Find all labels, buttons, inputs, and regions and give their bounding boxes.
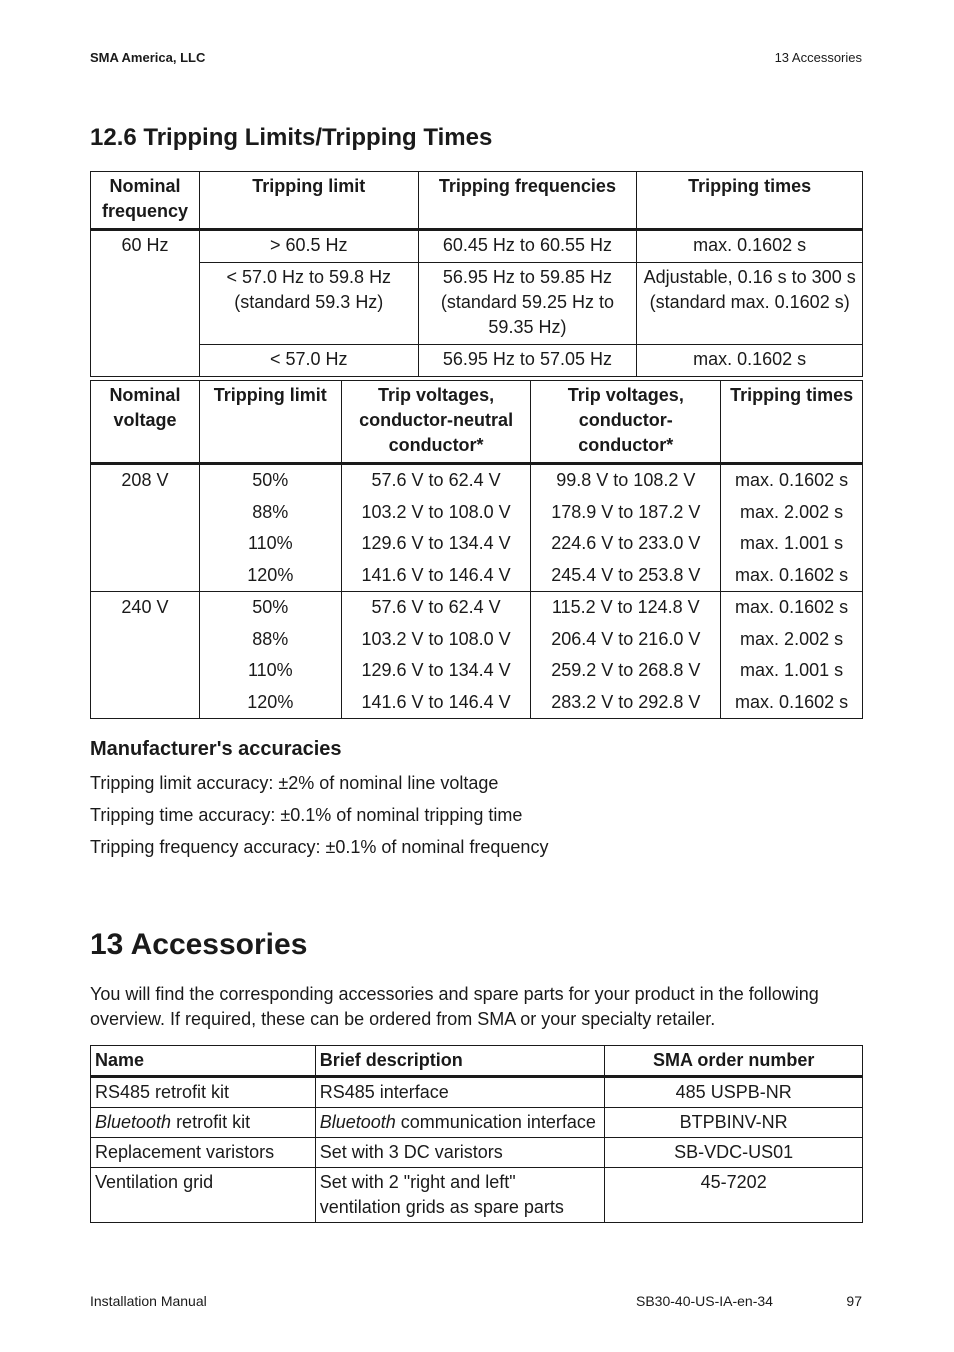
table-row	[91, 1168, 863, 1223]
tripping-time: max. 0.1602 s	[735, 564, 849, 585]
accessory-description: Set with 3 DC varistors	[315, 1138, 605, 1168]
table-cell: max. 0.1602 s	[637, 230, 863, 263]
accessory-name: RS485 retrofit kit	[91, 1077, 316, 1108]
nominal-voltage: 240 V	[121, 597, 169, 617]
col-header: SMA order number	[605, 1046, 863, 1077]
table-cell: < 57.0 Hz to 59.8 Hz (standard 59.3 Hz)	[199, 263, 418, 345]
footer-doc-id: SB30-40-US-IA-en-34	[636, 1293, 773, 1309]
table-cell: max. 0.1602 s	[637, 345, 863, 377]
accuracies-title: Manufacturer's accuracies	[90, 738, 342, 760]
trip-voltage-cn: 103.2 V to 108.0 V	[361, 628, 511, 649]
trip-voltage-cn: 141.6 V to 146.4 V	[361, 564, 511, 585]
table-row	[91, 1077, 863, 1108]
col-header: Tripping limit	[199, 381, 341, 464]
table-row	[91, 1138, 863, 1168]
tripping-time: max. 0.1602 s	[735, 597, 849, 617]
frequency-table-header	[91, 172, 863, 230]
chapter-intro: You will find the corresponding accessories and spare parts for your product in the following overview. If required, these can be ordered from SMA or your specialty retailer.	[90, 984, 819, 1029]
accessory-description-italic: Bluetooth	[319, 1112, 396, 1132]
col-header: Name	[91, 1046, 316, 1077]
col-header: Trip voltages, conductor-conductor*	[531, 381, 721, 464]
table-cell: > 60.5 Hz	[199, 230, 418, 263]
trip-voltage-cn: 141.6 V to 146.4 V	[361, 691, 511, 712]
nominal-voltage: 208 V	[121, 470, 169, 490]
section-title: 12.6 Tripping Limits/Tripping Times	[90, 124, 493, 151]
trip-voltage-cc: 224.6 V to 233.0 V	[551, 533, 701, 553]
col-header: Tripping times	[637, 172, 863, 230]
col-header: Brief description	[315, 1046, 605, 1077]
trip-voltage-cn: 129.6 V to 134.4 V	[361, 533, 511, 553]
accessory-name-italic: Bluetooth	[95, 1112, 172, 1132]
accessory-name: Ventilation grid	[91, 1168, 316, 1223]
trip-voltage-cn: 57.6 V to 62.4 V	[371, 597, 501, 617]
tripping-time: max. 0.1602 s	[735, 691, 849, 712]
trip-voltage-cn: 57.6 V to 62.4 V	[371, 470, 501, 490]
accessory-order-number: 45-7202	[605, 1168, 863, 1223]
table-cell: < 57.0 Hz	[199, 345, 418, 377]
accessory-description	[315, 1108, 605, 1138]
frequency-table	[90, 171, 863, 377]
col-header: Trip voltages, conductor-neutral conductor*	[341, 381, 531, 464]
col-header: Nominal frequency	[91, 172, 200, 230]
tripping-limit: 120%	[247, 564, 294, 585]
table-row	[91, 592, 863, 719]
trip-voltage-cc: 115.2 V to 124.8 V	[551, 597, 700, 617]
tripping-limit: 50%	[252, 597, 289, 617]
voltage-table	[90, 380, 863, 719]
chapter-title: 13 Accessories	[90, 928, 308, 961]
tripping-limit: 110%	[247, 660, 293, 680]
col-header: Tripping limit	[199, 172, 418, 230]
accessory-order-number: SB-VDC-US01	[605, 1138, 863, 1168]
col-header: Tripping frequencies	[418, 172, 637, 230]
accuracy-line: Tripping limit accuracy: ±2% of nominal line voltage	[90, 773, 499, 793]
col-header: Nominal voltage	[91, 381, 200, 464]
table-cell: 56.95 Hz to 57.05 Hz	[418, 345, 637, 377]
table-cell	[91, 592, 200, 719]
accessories-table-header	[91, 1046, 863, 1077]
table-cell	[199, 464, 341, 592]
tripping-limit: 120%	[247, 691, 294, 712]
table-cell	[531, 464, 721, 592]
tripping-time: max. 1.001 s	[740, 533, 844, 553]
accessory-name-rest: retrofit kit	[171, 1112, 251, 1132]
tripping-time: max. 0.1602 s	[735, 470, 849, 490]
footer-manual: Installation Manual	[90, 1293, 207, 1309]
header-company: SMA America, LLC	[90, 50, 206, 65]
col-header: Tripping times	[721, 381, 863, 464]
trip-voltage-cn: 129.6 V to 134.4 V	[361, 660, 511, 680]
table-row	[91, 263, 863, 345]
table-cell	[341, 464, 531, 592]
trip-voltage-cc: 283.2 V to 292.8 V	[551, 691, 701, 712]
voltage-table-header	[91, 381, 863, 464]
accessory-name: Replacement varistors	[91, 1138, 316, 1168]
accuracy-line: Tripping time accuracy: ±0.1% of nominal tripping time	[90, 805, 523, 825]
tripping-limit: 50%	[252, 470, 289, 490]
table-row	[91, 345, 863, 377]
table-cell: 60.45 Hz to 60.55 Hz	[418, 230, 637, 263]
table-cell: 60 Hz	[91, 230, 200, 377]
trip-voltage-cc: 259.2 V to 268.8 V	[551, 660, 701, 680]
table-cell	[91, 464, 200, 592]
tripping-limit: 88%	[252, 628, 289, 649]
tripping-time: max. 2.002 s	[740, 628, 844, 649]
trip-voltage-cc: 206.4 V to 216.0 V	[551, 628, 701, 649]
table-cell	[199, 592, 341, 719]
footer-page-number: 97	[846, 1293, 862, 1309]
accessory-order-number: BTPBINV-NR	[605, 1108, 863, 1138]
table-cell	[341, 592, 531, 719]
tripping-limit: 88%	[252, 501, 289, 522]
table-cell: 56.95 Hz to 59.85 Hz (standard 59.25 Hz to 59.35 Hz)	[418, 263, 637, 345]
header-chapter: 13 Accessories	[774, 50, 862, 65]
trip-voltage-cc: 245.4 V to 253.8 V	[551, 564, 701, 585]
table-row	[91, 1108, 863, 1138]
tripping-limit: 110%	[247, 533, 293, 553]
accessory-order-number: 485 USPB-NR	[605, 1077, 863, 1108]
accessories-table	[90, 1045, 863, 1223]
accessory-description: Set with 2 "right and left" ventilation grids as spare parts	[315, 1168, 605, 1223]
accessory-description: RS485 interface	[315, 1077, 605, 1108]
table-cell	[531, 592, 721, 719]
table-row	[91, 464, 863, 592]
table-row	[91, 230, 863, 263]
table-cell	[721, 464, 863, 592]
accessory-description-rest: communication interface	[395, 1112, 596, 1132]
table-cell: Adjustable, 0.16 s to 300 s (standard max. 0.1602 s)	[637, 263, 863, 345]
trip-voltage-cc: 99.8 V to 108.2 V	[556, 470, 696, 490]
trip-voltage-cn: 103.2 V to 108.0 V	[361, 501, 511, 522]
trip-voltage-cc: 178.9 V to 187.2 V	[551, 501, 701, 522]
tripping-time: max. 2.002 s	[740, 501, 844, 522]
table-cell	[721, 592, 863, 719]
tripping-time: max. 1.001 s	[740, 660, 844, 680]
accessory-name	[91, 1108, 316, 1138]
accuracy-line: Tripping frequency accuracy: ±0.1% of nominal frequency	[90, 837, 549, 857]
